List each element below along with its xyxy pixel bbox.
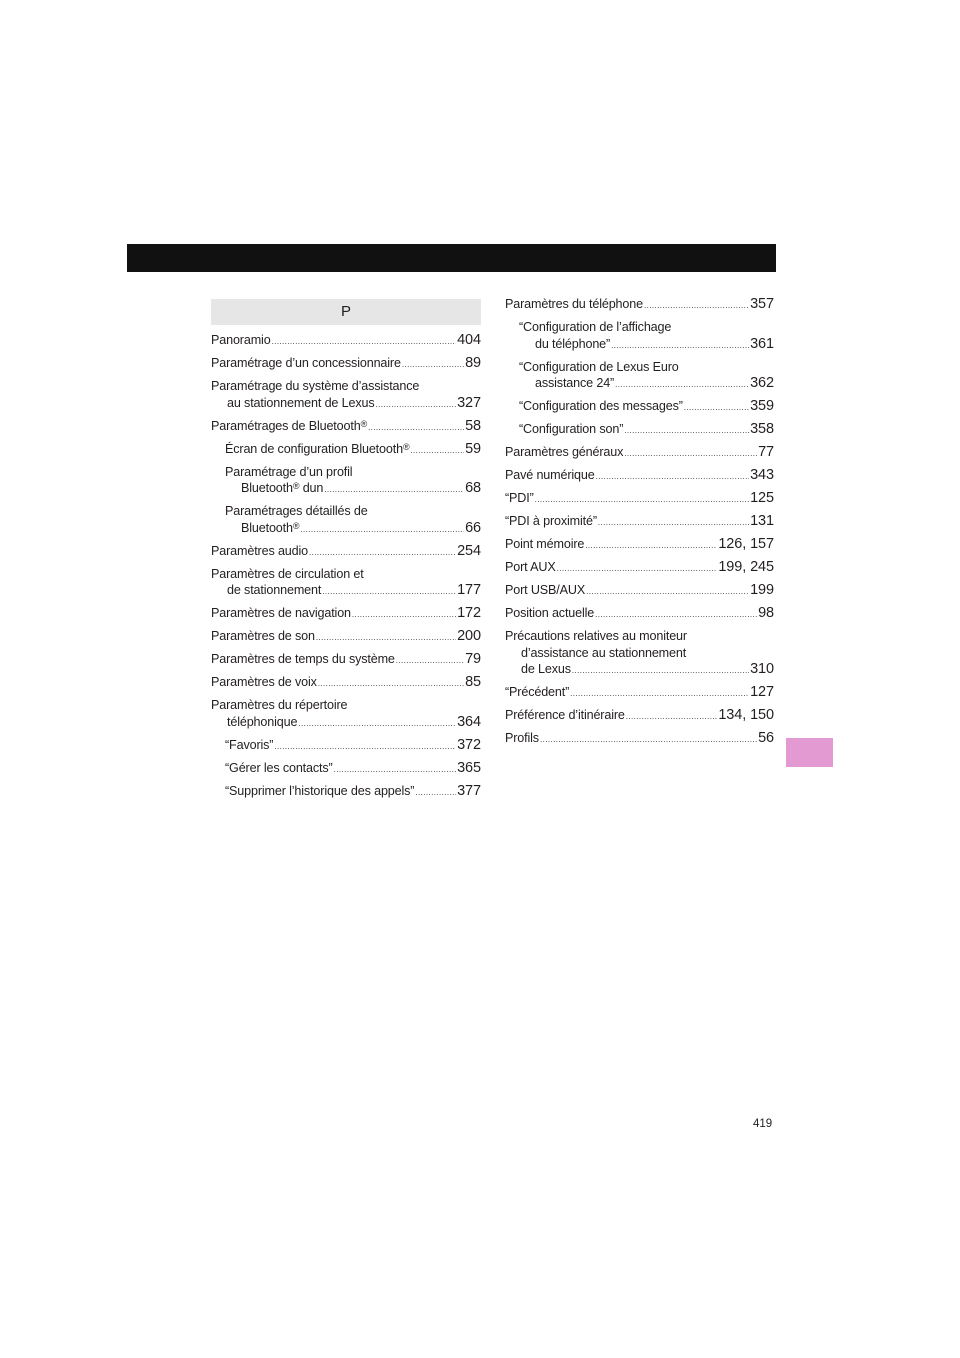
index-entry: Paramètres du téléphone ..... 357: [505, 296, 774, 315]
index-subentry: “Gérer les contacts” ..... 365: [211, 760, 481, 779]
page-ref: 357: [750, 296, 774, 312]
page-ref: 358: [750, 421, 774, 438]
index-subentry: Écran de configuration Bluetooth® ..... 59: [211, 441, 481, 460]
index-entry: Paramétrage du système d’assistance au stationnement de Lexus ..... 327: [211, 378, 481, 413]
page-ref: 372: [457, 736, 481, 753]
page-ref: 89: [465, 354, 481, 371]
index-entry: Profils ..... 56: [505, 730, 774, 749]
index-subentry: Paramétrage d’un profil Bluetooth® dun ..... 68: [211, 464, 481, 499]
index-entry: Paramètres de temps du système ..... 79: [211, 651, 481, 670]
index-entry: Paramètres audio ..... 254: [211, 543, 481, 562]
page-ref: 127: [750, 684, 774, 701]
index-subentry: “Configuration de Lexus Euro assistance 24” ..... 362: [505, 359, 774, 394]
page-ref: 200: [457, 628, 481, 645]
index-subentry: “Supprimer l’historique des appels” ..... 377: [211, 783, 481, 802]
page-ref: 131: [750, 513, 774, 530]
page-ref: 364: [457, 713, 481, 730]
index-subentry: “Configuration son” ..... 358: [505, 421, 774, 440]
index-subentry: Paramétrages détaillés de Bluetooth® ..... 66: [211, 503, 481, 538]
index-entry: “Précédent” ..... 127: [505, 684, 774, 703]
index-subentry: “Configuration de l’affichage du téléphone” ..... 361: [505, 319, 774, 354]
page-ref: 79: [465, 651, 481, 668]
page-ref: 343: [750, 467, 774, 484]
page-ref: 77: [758, 444, 774, 461]
index-entry: Port USB/AUX ..... 199: [505, 582, 774, 601]
page-ref: 125: [750, 490, 774, 507]
page-ref: 58: [465, 417, 481, 434]
index-entry: Paramètres du répertoire téléphonique ..... 364: [211, 697, 481, 732]
index-entry: Préférence d’itinéraire ..... 134, 150: [505, 707, 774, 726]
index-subentry: “Configuration des messages” ..... 359: [505, 398, 774, 417]
index-entry: Paramètres de circulation et de stationnement ..... 177: [211, 566, 481, 601]
page-number: 419: [753, 1118, 773, 1130]
index-entry: Paramétrages de Bluetooth® ..... 58: [211, 418, 481, 437]
page-ref: 59: [465, 440, 481, 457]
index-entry: “PDI” ..... 125: [505, 490, 774, 509]
page-ref: 172: [457, 605, 481, 622]
page-ref: 254: [457, 542, 481, 559]
index-entry: Paramètres de voix ..... 85: [211, 674, 481, 693]
index-entry: Panoramio ..... 404: [211, 332, 481, 351]
section-tab-marker: [786, 738, 833, 767]
page-ref: 66: [465, 519, 481, 536]
index-subentry: “Favoris” ..... 372: [211, 737, 481, 756]
page-ref: 85: [465, 674, 481, 691]
page-ref: 327: [457, 394, 481, 411]
index-entry: Port AUX ..... 199, 245: [505, 559, 774, 578]
index-entry: Paramètres de son ..... 200: [211, 628, 481, 647]
page-ref: 377: [457, 782, 481, 799]
section-letter-header: P: [211, 299, 481, 325]
page-ref: 362: [750, 375, 774, 392]
page-ref: 361: [750, 335, 774, 352]
page-ref: 359: [750, 398, 774, 415]
page-ref: 199, 245: [718, 559, 774, 576]
index-entry: Position actuelle ..... 98: [505, 605, 774, 624]
index-entry: Paramètres généraux ..... 77: [505, 444, 774, 463]
page-ref: 404: [457, 332, 481, 348]
index-column-left: [211, 296, 481, 806]
header-band: [127, 244, 776, 272]
page-ref: 68: [465, 480, 481, 497]
index-entry: Précautions relatives au moniteur d’assistance au stationnement de Lexus ..... 310: [505, 628, 774, 680]
page-ref: 126, 157: [718, 536, 774, 553]
page-ref: 134, 150: [718, 707, 774, 724]
index-entry: Paramétrage d’un concessionnaire ..... 89: [211, 355, 481, 374]
page-ref: 310: [750, 661, 774, 678]
index-entry: “PDI à proximité” ..... 131: [505, 513, 774, 532]
index-entry: Pavé numérique ..... 343: [505, 467, 774, 486]
index-entry: Point mémoire ..... 126, 157: [505, 536, 774, 555]
index-entry: Paramètres de navigation ..... 172: [211, 605, 481, 624]
page-ref: 365: [457, 759, 481, 776]
page-ref: 177: [457, 582, 481, 599]
index-column-right: [505, 296, 774, 753]
page-ref: 199: [750, 582, 774, 599]
page-ref: 56: [758, 730, 774, 747]
page-ref: 98: [758, 605, 774, 621]
